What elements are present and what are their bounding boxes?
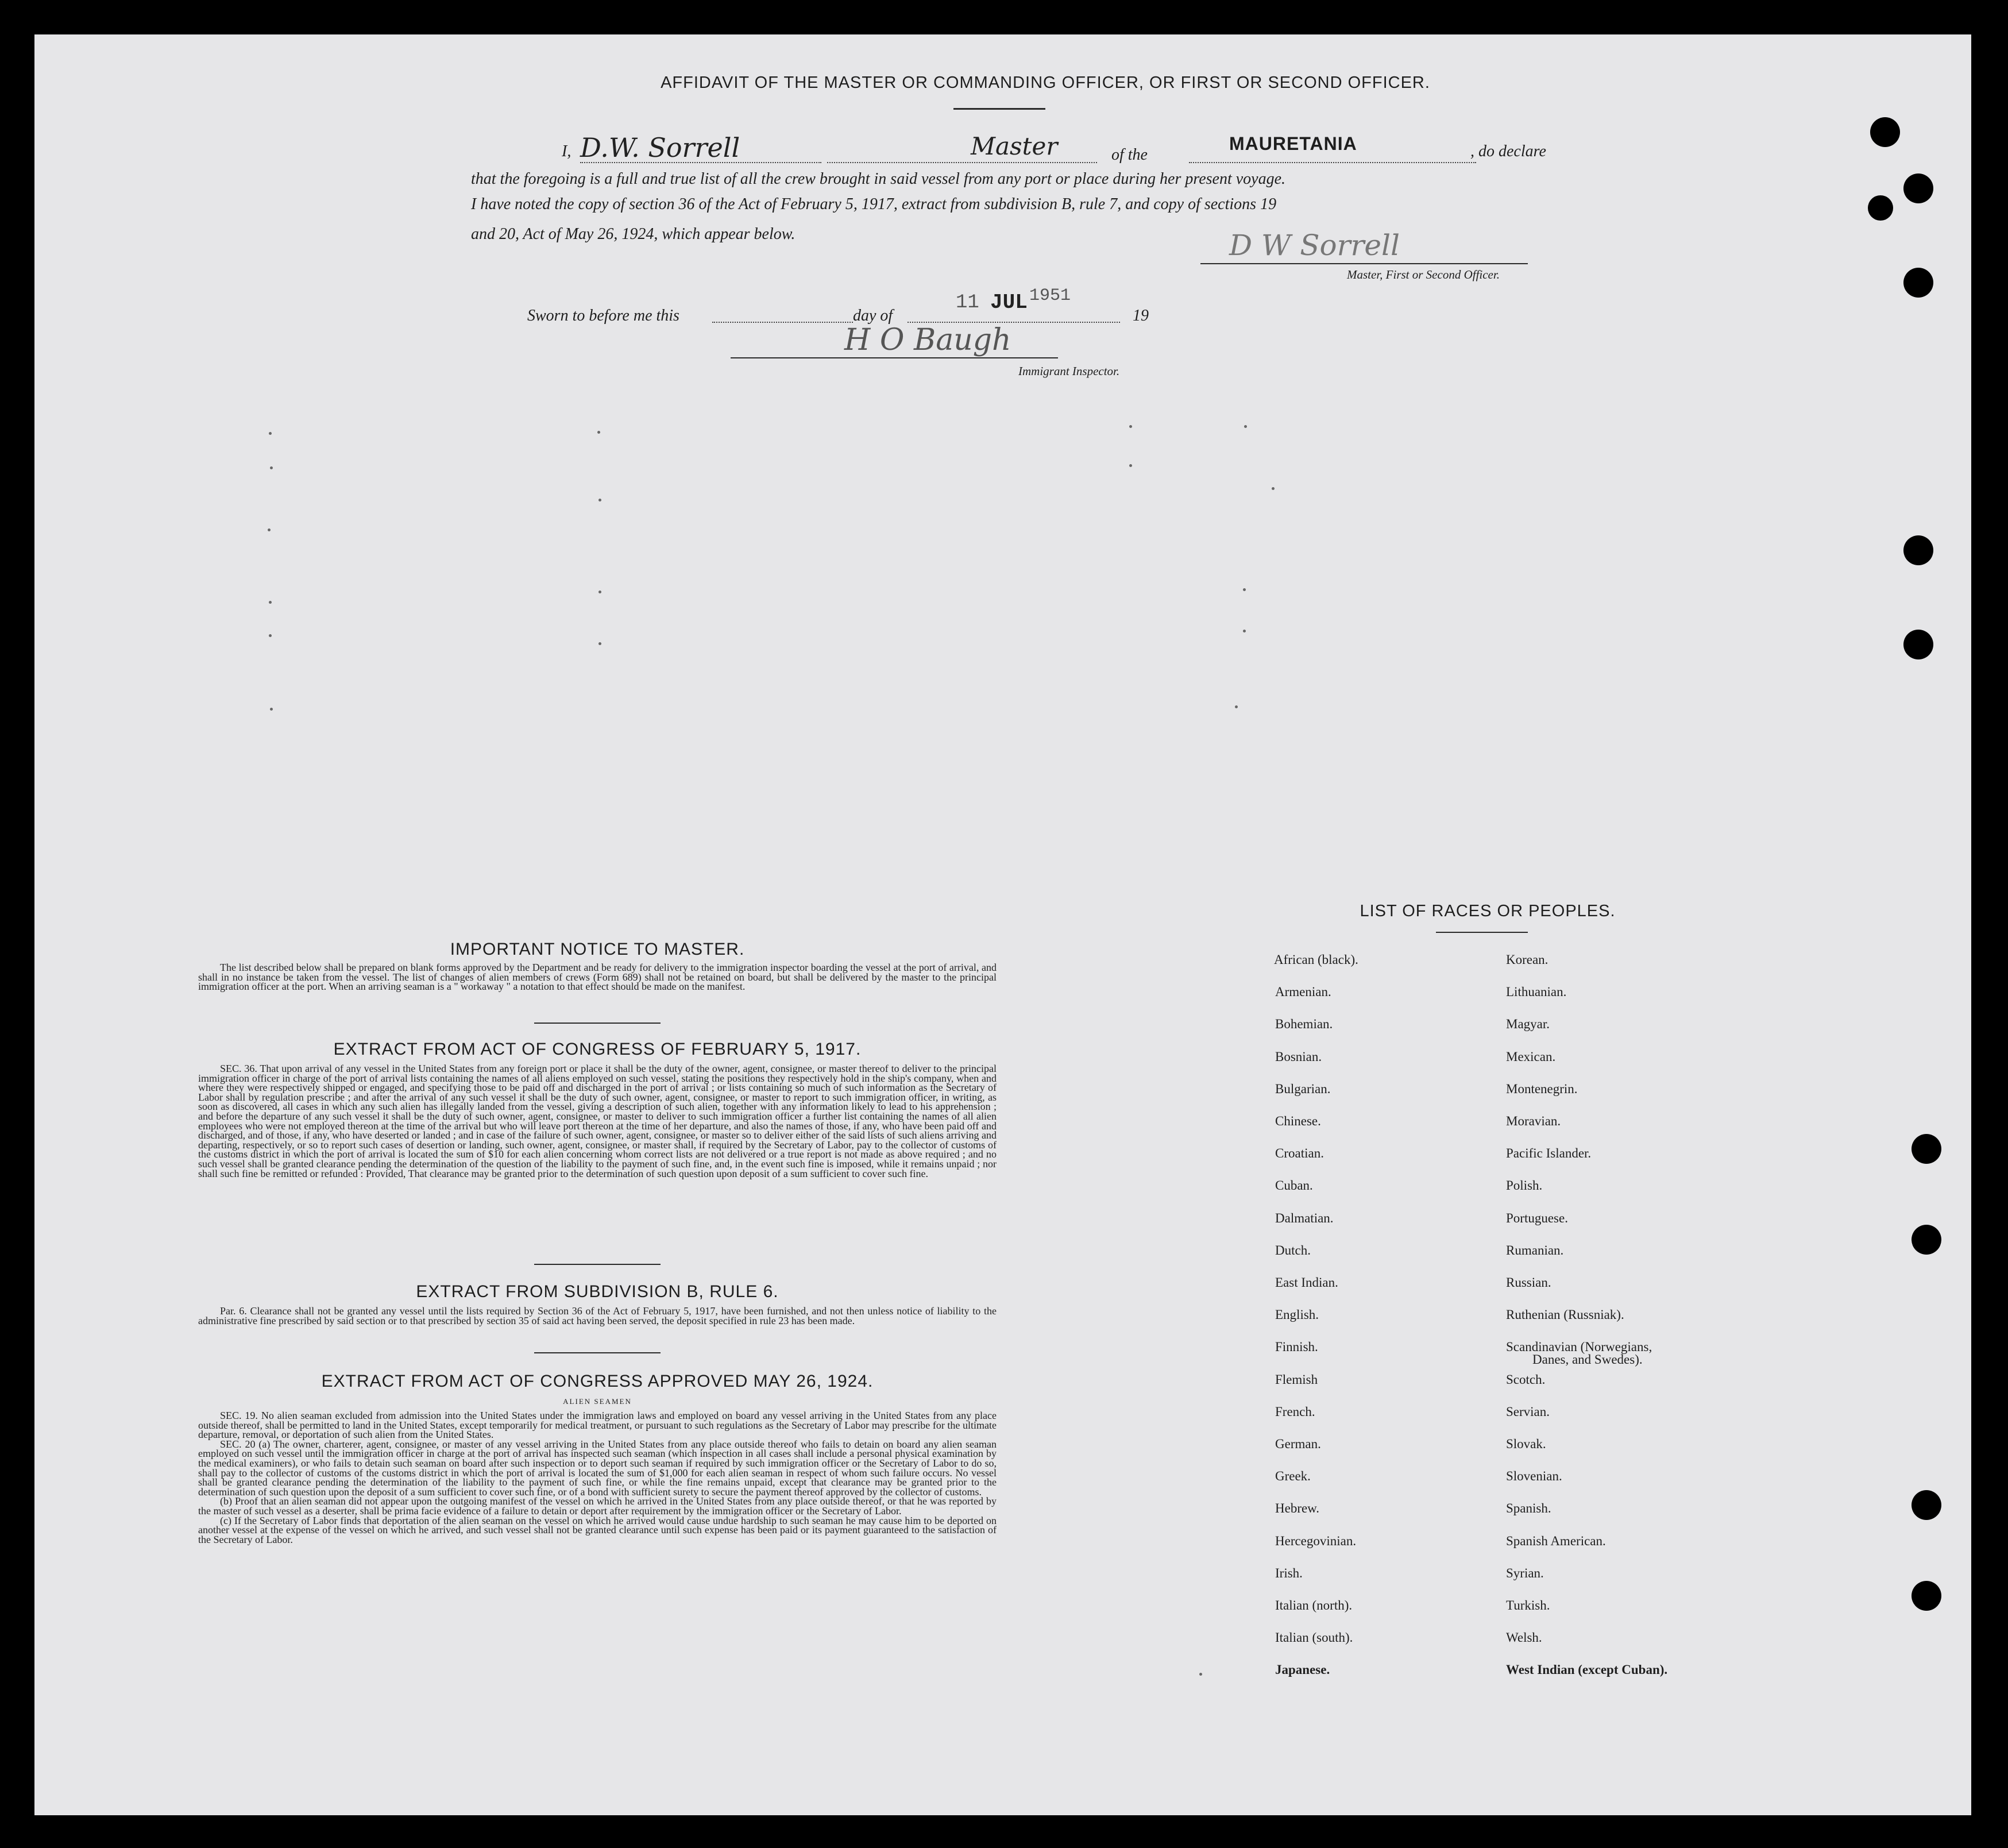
inspector-caption: Immigrant Inspector. [1018,364,1120,378]
stamp-day: 11 [956,292,979,314]
race-item: Dalmatian. [1275,1210,1334,1225]
race-item: Magyar. [1506,1017,1550,1032]
affidavit-line4: and 20, Act of May 26, 1924, which appear below. [471,225,796,243]
race-item: French. [1275,1404,1315,1419]
signer-rank-handwritten: Master [971,132,1058,160]
race-item: Dutch. [1275,1243,1311,1257]
race-item: Flemish [1275,1372,1318,1387]
race-item: Croatian. [1275,1146,1324,1161]
dot [597,431,600,434]
race-item: Slovak. [1506,1437,1546,1451]
races-divider [1436,932,1528,933]
punch-hole [1903,630,1933,659]
dot [1199,1673,1202,1676]
extract-1924-text: SEC. 19. No alien seaman excluded from admission into the United States under the immigration laws and employed on board any vessel arriving in the United States from any place outside thereof, shall be permitted to land in the United States, except temporarily for medical treatment, or pursuant to such regulations as the Secretary of Labor may prescribe for the ultimate departure, removal, or deportation of such alien from the United States. SEC. 20 (a) The owner, charterer, agent, consignee, or master of any vessel arriving in the United States from any place outside thereof who fails to detain on board any alien seaman employed on such vessel until the immigration officer in charge at the port of arrival has inspected such seaman (which inspection in all cases shall include a personal physical examination by the medical examiners), or who fails to detain such seaman on board after such inspection or to deport such seaman if required by such immigration officer or the Secretary of Labor to do so, shall pay to the collector of customs of the customs district in which the port of arrival is located the sum of $1,000 for each alien seaman in respect of whom such failure occurs. No vessel shall be granted clearance pending the determination of the liability to the payment of such fine, or while the fine remains unpaid, except that clearance may be granted prior to the determination of such question upon the deposit of a sum sufficient to cover such fine, or of a bond with sufficient surety to secure the payment thereof approved by the collector of customs. (b) Proof that an alien seaman did not appear upon the outgoing manifest of the vessel on which he arrived in the United States from any place outside thereof, or that he was reported by the master of such vessel as a deserter, shall be prima facie evidence of a failure to detain or deport after requirement by the immigration officer or the Secretary of Labor. (c) If the Secretary of Labor finds that deportation of the alien seaman on the vessel on which he arrived would cause undue hardship to such seaman he may cause him to be deported on another vessel at the expense of the vessel on which he arrived, and such vessel shall not be granted clearance until such expense has been paid or its payment guaranteed to the satisfaction of the Secretary of Labor. [198,1410,997,1545]
race-item: Bulgarian. [1275,1081,1331,1096]
inspector-signature-line [731,357,1058,358]
race-item: Chinese. [1275,1114,1321,1128]
affidavit-i: I, [562,142,571,160]
divider [534,1264,661,1265]
race-item: Danes, and Swedes). [1532,1352,1643,1367]
race-item: Lithuanian. [1506,985,1567,1000]
stamp-year: 1951 [1029,286,1071,306]
dot [1129,464,1132,467]
dot [598,591,601,593]
year-prefix: 19 [1133,307,1149,325]
do-declare: , do declare [1470,142,1546,160]
inspector-signature: H O Baugh [844,323,1011,357]
extract-1917-text: SEC. 36. That upon arrival of any vessel in the United States from any foreign port or place it shall be the duty of the owner, agent, consignee, or master thereof to deliver to the principal immigration officer in charge of the port of arrival lists containing the names of all aliens employed on such vessel, stating the positions they respectively hold in the ship's company, when and where they were respectively shipped or engaged, and specifying those to be paid off and discharged in the port of arrival ; or lists containing so much of such information as the Secretary of Labor shall by regulation prescribe ; and after the arrival of any such vessel it shall be the duty of such owner, agent, consignee, or master to report to such immigration officer, in writing, as soon as discovered, all cases in which any such alien has illegally landed from the vessel, giving a description of such alien, together with any information likely to lead to his apprehension ; and before the departure of any such vessel it shall be the duty of such owner, agent, consignee, or master to deliver to such immigration officer a further list containing the names of all alien employees who were not employed thereon at the time of the arrival but who will leave port thereon at the time of her departure, and also the names of those, if any, who have been paid off and discharged, and of those, if any, who have deserted or landed ; and in case of the failure of such owner, agent, consignee, or master so to deliver either of the said lists of such aliens arriving and departing, respectively, or so to report such cases of desertion or landing, such owner, agent, consignee, or master shall, if required by the Secretary of Labor, pay to the collector of customs of the customs district in which the port of arrival is located the sum of $10 for each alien concerning whom correct lists are not delivered or a true report is not made as above required ; and no such vessel shall be granted clearance pending the determination of the question of the liability to the payment of such fine, and, in the event such fine is imposed, while it remains unpaid ; nor shall such fine be remitted or refunded : Provided, That clearance may be granted prior to the determination of such question upon deposit of a sum sufficient to cover such fine. [198,1063,997,1179]
dot [1243,588,1246,591]
dot [269,601,272,604]
extract-rule-title: EXTRACT FROM SUBDIVISION B, RULE 6. [416,1282,779,1301]
race-item: Cuban. [1275,1178,1313,1193]
race-item: African (black). [1274,952,1358,967]
race-item: Moravian. [1506,1114,1561,1128]
notice-text: The list described below shall be prepared on blank forms approved by the Department and be ready for delivery to the immigration inspector boarding the vessel at the port of arrival, and shall in no instance be taken from the vessel. The list of changes of alien members of crews (Form 689) shall not be retained on board, but shall be delivered by the master to the principal immigration officer at the port. When an arriving seaman is a " workaway " a notation to that effect should be made on the manifest. [198,962,997,993]
dot [598,499,601,501]
dot [598,642,601,645]
dot [270,466,273,469]
race-item: Finnish. [1275,1340,1318,1355]
dot [269,432,272,435]
races-title: LIST OF RACES OR PEOPLES. [1360,902,1616,920]
race-item: West Indian (except Cuban). [1506,1662,1668,1677]
day-line [712,322,853,323]
race-item: Italian (south). [1275,1630,1353,1645]
punch-hole [1912,1134,1941,1164]
divider [534,1023,661,1024]
race-item: Servian. [1506,1404,1550,1419]
race-item: Armenian. [1275,985,1331,1000]
punch-hole [1912,1490,1941,1520]
race-item: Montenegrin. [1506,1081,1578,1096]
race-item: Syrian. [1506,1565,1544,1580]
race-item: Irish. [1275,1565,1303,1580]
race-item: Spanish. [1506,1501,1551,1516]
race-item: Bosnian. [1275,1049,1322,1064]
race-item: Rumanian. [1506,1243,1564,1257]
divider [534,1352,661,1353]
race-item: English. [1275,1307,1319,1322]
extract-rule-text: Par. 6. Clearance shall not be granted any vessel until the lists required by Section 36 of the Act of February 5, 1917, have been furnished, and not then unless notice of liability to the administrative fine prescribed by said section or to that prescribed by section 35 of said act having been served, the deposit specified in rule 23 has been made. [198,1305,997,1326]
punch-hole [1903,173,1933,203]
race-item: Welsh. [1506,1630,1542,1645]
race-item: East Indian. [1275,1275,1338,1290]
race-item: Ruthenian (Russniak). [1506,1307,1624,1322]
dot [1129,425,1132,428]
dot [1235,705,1238,708]
signer-name-handwritten: D.W. Sorrell [580,132,740,163]
race-item: Mexican. [1506,1049,1556,1064]
race-item: Italian (north). [1275,1598,1353,1612]
extract-1917-title: EXTRACT FROM ACT OF CONGRESS OF FEBRUARY 5, 1917. [333,1040,862,1059]
race-item: Korean. [1506,952,1549,967]
punch-hole [1912,1581,1941,1611]
of-the-label: of the [1111,146,1148,164]
race-item: Greek. [1275,1469,1311,1484]
day-of-label: day of [853,307,893,325]
affidavit-line3: I have noted the copy of section 36 of the Act of February 5, 1917, extract from subdivision B, rule 7, and copy of sections 19 [471,195,1277,213]
dot [268,528,271,531]
race-item: Pacific Islander. [1506,1146,1592,1161]
extract-1924-title: EXTRACT FROM ACT OF CONGRESS APPROVED MAY 26, 1924. [321,1372,874,1391]
affidavit-title: AFFIDAVIT OF THE MASTER OR COMMANDING OFFICER, OR FIRST OR SECOND OFFICER. [661,74,1430,92]
race-item: Japanese. [1275,1662,1330,1677]
master-signature: D W Sorrell [1229,229,1400,262]
race-item: Scotch. [1506,1372,1546,1387]
dot [270,708,273,711]
race-item: German. [1275,1437,1321,1451]
rank-line [827,162,1097,163]
race-item: Hercegovinian. [1275,1533,1357,1548]
master-caption: Master, First or Second Officer. [1347,268,1500,281]
race-item: Polish. [1506,1178,1543,1193]
punch-hole [1870,117,1900,147]
stamp-month: JUL [990,291,1028,314]
vessel-line [1189,162,1476,163]
master-signature-line [1200,263,1528,264]
dot [1244,425,1247,428]
race-item: Spanish American. [1506,1533,1606,1548]
race-item: Bohemian. [1275,1017,1333,1032]
notice-title: IMPORTANT NOTICE TO MASTER. [450,940,745,959]
dot [269,634,272,637]
race-item: Turkish. [1506,1598,1550,1612]
dot [1243,630,1246,632]
race-item: Russian. [1506,1275,1551,1290]
punch-hole [1903,535,1933,565]
vessel-name-stamp: MAURETANIA [1229,133,1357,154]
alien-seamen-subtitle: ALIEN SEAMEN [563,1397,632,1406]
punch-hole [1912,1225,1941,1255]
title-divider [953,108,1045,110]
race-item: Slovenian. [1506,1469,1562,1484]
sworn-label: Sworn to before me this [527,307,679,325]
dot [1272,487,1275,490]
race-item: Hebrew. [1275,1501,1320,1516]
punch-hole [1903,268,1933,298]
race-item: Scandinavian (Norwegians, [1506,1340,1652,1355]
punch-hole [1868,195,1893,221]
race-item: Portuguese. [1506,1210,1568,1225]
affidavit-line2: that the foregoing is a full and true list of all the crew brought in said vessel from any port or place during her present voyage. [471,170,1286,188]
